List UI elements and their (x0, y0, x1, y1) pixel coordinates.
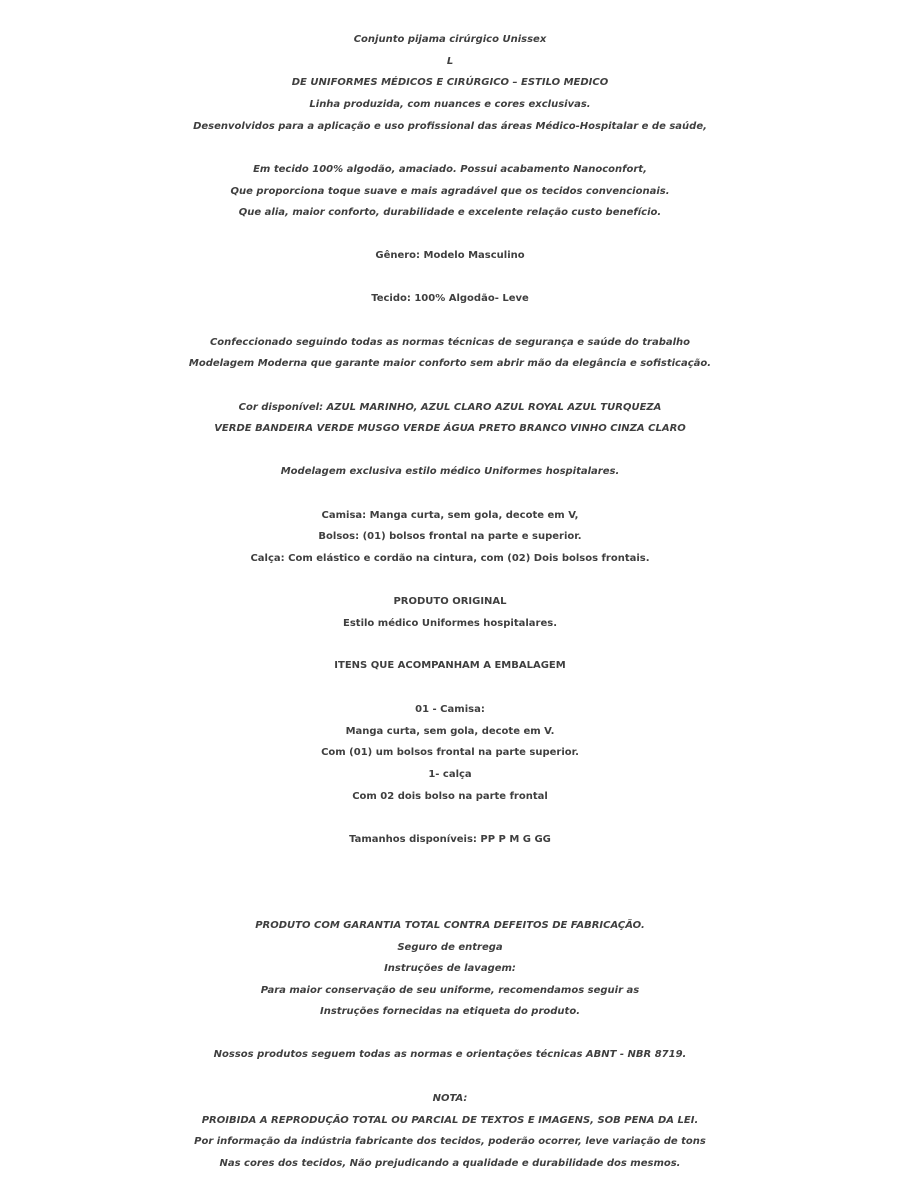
developed-line: Desenvolvidos para a aplicação e uso profissional das áreas Médico-Hospitalar e de saúde, (193, 121, 707, 132)
warranty-line: Seguro de entrega (397, 942, 503, 953)
exclusive-line: Linha produzida, com nuances e cores exclusivas. (309, 99, 591, 110)
note-heading: NOTA: (432, 1093, 468, 1104)
original-heading: PRODUTO ORIGINAL (393, 596, 507, 607)
pants-detail: Calça: Com elástico e cordão na cintura, com (02) Dois bolsos frontais. (250, 553, 650, 564)
colors-line: VERDE BANDEIRA VERDE MUSGO VERDE ÁGUA PRETO BRANCO VINHO CINZA CLARO (214, 423, 686, 434)
colors-line: Cor disponível: AZUL MARINHO, AZUL CLARO AZUL ROYAL AZUL TURQUEZA (238, 402, 662, 413)
warranty-line: Instruções fornecidas na etiqueta do produto. (320, 1006, 580, 1017)
package-item-desc: Com (01) um bolsos frontal na parte superior. (321, 747, 579, 758)
note-line: PROIBIDA A REPRODUÇÃO TOTAL OU PARCIAL DE TEXTOS E IMAGENS, SOB PENA DA LEI. (201, 1115, 699, 1126)
sizes-line: Tamanhos disponíveis: PP P M G GG (349, 834, 551, 845)
abnt-line: Nossos produtos seguem todas as normas e orientações técnicas ABNT - NBR 8719. (213, 1049, 687, 1060)
standards-line: Confeccionado seguindo todas as normas técnicas de segurança e saúde do trabalho (209, 337, 691, 348)
fabric-line: Tecido: 100% Algodão- Leve (371, 293, 529, 304)
fabric-desc-line: Que proporciona toque suave e mais agradável que os tecidos convencionais. (230, 186, 670, 197)
note-line: Por informação da indústria fabricante dos tecidos, poderão ocorrer, leve variação de tons (194, 1136, 706, 1147)
model-exclusive-line: Modelagem exclusiva estilo médico Uniformes hospitalares. (280, 466, 620, 477)
product-title: Conjunto pijama cirúrgico Unissex (353, 34, 547, 45)
gender-line: Gênero: Modelo Masculino (375, 250, 525, 261)
standards-line: Modelagem Moderna que garante maior conforto sem abrir mão da elegância e sofisticação. (188, 358, 712, 369)
original-sub: Estilo médico Uniformes hospitalares. (343, 618, 557, 629)
package-item: 1- calça (428, 769, 472, 780)
brand-line: DE UNIFORMES MÉDICOS E CIRÚRGICO – ESTILO MEDICO (291, 77, 609, 88)
package-heading: ITENS QUE ACOMPANHAM A EMBALAGEM (334, 660, 566, 671)
warranty-line: Para maior conservação de seu uniforme, recomendamos seguir as (260, 985, 640, 996)
warranty-line: Instruções de lavagem: (384, 963, 516, 974)
package-item-desc: Com 02 dois bolso na parte frontal (352, 791, 548, 802)
size-letter: L (446, 56, 454, 67)
warranty-line: PRODUTO COM GARANTIA TOTAL CONTRA DEFEITOS DE FABRICAÇÃO. (255, 920, 645, 931)
fabric-desc-line: Que alia, maior conforto, durabilidade e excelente relação custo benefício. (238, 207, 662, 218)
shirt-detail: Camisa: Manga curta, sem gola, decote em V, (321, 510, 579, 521)
package-item: 01 - Camisa: (415, 704, 485, 715)
pockets-detail: Bolsos: (01) bolsos frontal na parte e superior. (318, 531, 582, 542)
note-line: Nas cores dos tecidos, Não prejudicando a qualidade e durabilidade dos mesmos. (219, 1158, 681, 1169)
package-item-desc: Manga curta, sem gola, decote em V. (345, 726, 555, 737)
fabric-desc-line: Em tecido 100% algodão, amaciado. Possui acabamento Nanoconfort, (253, 164, 647, 175)
